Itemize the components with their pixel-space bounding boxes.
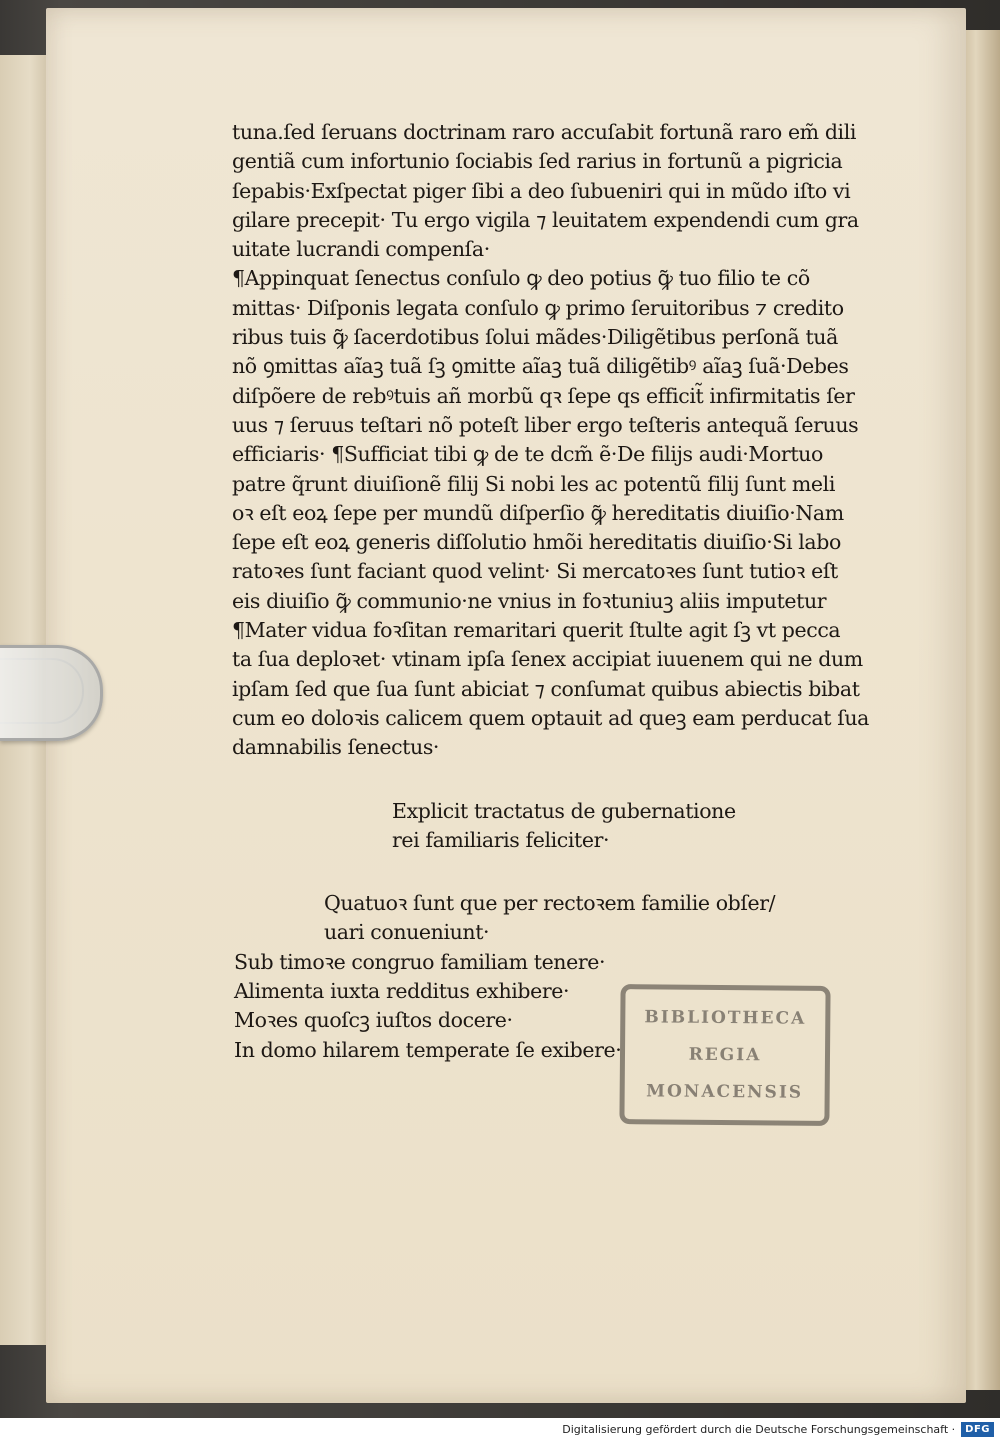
- text-line: uitate lucrandi compenſa·: [232, 237, 490, 262]
- text-line: ribus tuis ꝙ̃ ſacerdotibus ſolui mãdes·Diligẽtibus perſonã tuã: [232, 325, 838, 350]
- text-line: cum eo doloꝛis calicem quem optauit ad queꝫ eam perducat ſua: [232, 705, 870, 730]
- text-line: eis diuiſio ꝙ̃ communio·ne vnius in foꝛtuniuꝫ aliis imputetur: [232, 588, 827, 613]
- text-line: ¶Mater vidua foꝛſitan remaritari querit ſtulte agit ſꝫ vt pecca: [232, 618, 841, 643]
- verse-line: Alimenta iuxta redditus exhibere·: [234, 979, 570, 1004]
- text-line: ſepe eſt eoꝝ generis diſſolutio hmõi hereditatis diuiſio·Si labo: [232, 530, 841, 555]
- quatuor-heading: [324, 889, 872, 948]
- spacer: [232, 855, 872, 889]
- text-line: ratoꝛes ſunt faciant quod velint· Si mercatoꝛes ſunt tutioꝛ eſt: [232, 559, 838, 584]
- text-line: rei familiaris feliciter·: [392, 827, 610, 852]
- text-line: oꝛ eſt eoꝝ ſepe per mundũ diſperſio ꝙ̃ hereditatis diuiſio·Nam: [232, 500, 844, 525]
- text-line: mittas· Diſponis legata conſulo ꝙ primo ſeruitoribus ⁊ credito: [232, 295, 844, 320]
- text-line: ſepabis·Exſpectat piger ſibi a deo ſubueniri qui in mũdo iſto vi: [232, 178, 851, 203]
- verse-line: Sub timoꝛe congruo familiam tenere·: [234, 949, 606, 974]
- text-line: nõ ꝯmittas aĩaꝫ tuã ſꝫ ꝯmitte aĩaꝫ tuã diligẽtibꝰ aĩaꝫ ſuã·Debes: [232, 354, 849, 379]
- text-line: Explicit tractatus de gubernatione: [392, 798, 736, 823]
- text-line: ta ſua deploꝛet· vtinam ipſa ſenex accipiat iuuenem qui ne dum: [232, 647, 863, 672]
- paper-clip: [0, 645, 103, 741]
- stamp-line: REGIA: [688, 1044, 762, 1066]
- text-line: diſpõere de rebꝰtuis añ morbũ qꝛ ſepe qs efficit̃ infirmitatis ſer: [232, 383, 855, 408]
- text-line: ¶Appinquat ſenectus conſulo ꝙ deo potius ꝙ̃ tuo filio te cõ: [232, 266, 810, 291]
- text-line: patre q̃runt diuiſionẽ filij Si nobi les ac potentũ filij ſunt meli: [232, 471, 835, 496]
- paragraph-1: [232, 118, 872, 264]
- text-line: uari conueniunt·: [324, 920, 490, 945]
- text-line: ipſam ſed que ſua ſunt abiciat ⁊ conſumat quibus abiectis bibat: [232, 676, 860, 701]
- printed-text-block: [232, 118, 872, 1065]
- text-line: gentiã cum infortunio ſociabis ſed rarius in fortunũ a pigricia: [232, 149, 843, 174]
- dfg-logo-icon: DFG: [961, 1422, 994, 1437]
- text-line: uus ⁊ ſeruus teſtari nõ poteſt liber ergo teſteris antequã ſeruus: [232, 412, 859, 437]
- verse-line: Moꝛes quoſcꝫ iuſtos docere·: [234, 1008, 513, 1033]
- library-stamp: [619, 984, 830, 1126]
- text-line: efficiaris· ¶Sufficiat tibi ꝙ de te dcm̃ ẽ·De filijs audi·Mortuo: [232, 442, 823, 467]
- verse-line: In domo hilarem temperate ſe exibere·: [234, 1037, 622, 1062]
- stamp-line: MONACENSIS: [646, 1080, 804, 1103]
- text-line: damnabilis ſenectus·: [232, 735, 440, 760]
- stamp-line: BIBLIOTHECA: [644, 1007, 807, 1030]
- spacer: [232, 763, 872, 797]
- text-line: gilare precepit· Tu ergo vigila ⁊ leuitatem expendendi cum gra: [232, 207, 859, 232]
- text-line: tuna.ſed ſeruans doctrinam raro accuſabit fortunã raro em̃ dili: [232, 120, 857, 144]
- colophon: [392, 797, 872, 856]
- funding-credit: Digitalisierung gefördert durch die Deutsche Forschungsgemeinschaft ·: [562, 1423, 956, 1436]
- paragraph-2: [232, 264, 872, 762]
- digitization-footer: [0, 1418, 1000, 1441]
- text-line: Quatuoꝛ ſunt que per rectoꝛem familie obſer/: [324, 891, 776, 916]
